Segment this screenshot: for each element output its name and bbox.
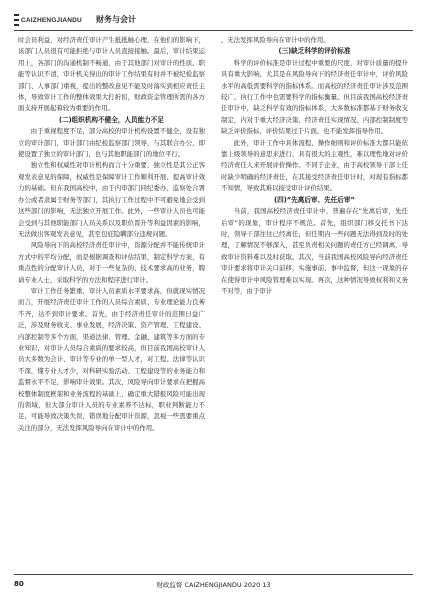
paragraph: 时会员利益，对经济责任审计产生抵抵触心理，在他们的影响下，该部门人员很有可能拒绝与审计人员直接接触。最后，审计结果运用上，各部门的沟通机制不畅通，由于其他部门对审计的性质、职能等认识不清，审计机关得出的审计工作结果有时并不被纪检监察部门、人事部门重视，提出的整改意见不能及时落实到相应责任主体，导致审计工作的整体效果大打折扣，财政资金管理所需的各方面支持开展起着较为重要的作用。 (18, 36, 205, 113)
journal-logo (14, 14, 82, 26)
logo-bars-icon (14, 14, 19, 26)
section-heading: (三)缺乏科学的评价标准 (278, 47, 351, 56)
header-divider (14, 30, 413, 31)
section-heading: (四)“先离后审、先任后审” (274, 195, 355, 204)
left-column (18, 35, 205, 568)
journal-brand: CAIZHENGJIANDU (21, 16, 82, 24)
paragraph: 审计工作任务繁重，审计人员素质水平要求高，但就现实情况而言，开展经济责任审计工作的人员综合素质、专业理论能力良莠不齐，达不到审计要求。首先，由于经济责任审计的范围日益广泛，涉及财务收支、事业发展，经济决策、资产管理、工程建设、内部控制等多个方面，渠道法律、管理、金融、建筑等多方面的专业知识，对审计人员综合素质的要求较高，但目前我国高校审计人员大多数为会计、审计等专业的单一型人才，对工程、法律等认识不深，懂专业人才少，对科研实验活动、工程建设等的业务能力和监督水平不足，影响审计效果。其次，风险导向审计要求在把握高校整体制度框架和业务流程的基础上，确定重大错报风险可能出现的领域，但大部分审计人员的专业素养不达标，职业判断能力不足，可能导致决策失误，错误地分配审计资源，忽视一些需要重点关注的部分，无法发挥风险导向在审计中的作用。 (18, 286, 205, 432)
paragraph: 独立性和权威性对审计机构而言十分重要，独立性是其公正客观发表意见的保障，权威性是保障审计工作顺利开展、提高审计效力的基础。但在我国高校中，由于内审部门同纪委办、监察处合署办公或者隶属于财务等部门，其执行工作过程中不可避免地会受到这些部门的影响，无法独立开展工作。此外，一些审计人员也可能会受到与其他职能部门人员关系以及职位晋升等利益因素的影响，无法做出客观发表意见，甚至包庇隐瞒部分违规问题。 (18, 161, 205, 238)
section-title: 财务与会计 (96, 15, 136, 24)
footer-divider (14, 574, 413, 575)
section-heading: (二)组织机构不健全，人员能力不足 (59, 115, 164, 124)
paragraph: 当前，我国高校经济责任审计中，普遍存在“先离后审，先任后审”的现象，审计程序不规范。首先，组织部门移交托书下达时，领导干部往往已经离任，但任期内一些问题无法得到及时的处理，了解情况不够深入，甚至负责相关问题的责任方已经调离，导致审计资料难以及时获取。其次，当前我国高校风险导向经济责任审计要求将审计关口前移，实施事前、事中监督，但这一现象的存在使得审计中风险管理难以实现。再次，这种情况导致权利和义务不对等，由于审计 (221, 207, 408, 295)
page-number: 80 (14, 580, 24, 588)
paragraph: ，无法发挥风险导向在审计中的作用。 (221, 36, 330, 44)
paragraph: 科学的评价标准是审计过程中重要的尺度，对审计质量的提升具有重大影响，尤其是在风险导向下的经济责任审计中，评价风险水平的高低需要科学的指标体系。而高校的经济责任审计涉及范围较广，执行工作中也需要科学的指标衡量。但目前我国高校经济责任审计中，缺乏科学有效的指标体系，大多数标准都基于财务收支制定，内对于重大经济决策、经济责任实现情况、内部控制制度等缺乏评价指标，评价结果过于片面，也不能发挥指导作用。 (221, 58, 408, 136)
paragraph: 风险导向下的高校经济责任审计中，资源分配并不能传统审计方式中的平均分配，而是根据调查和评估结果，制定科学方案，有重点性的分配审计人员，对于一些复杂的、技术要求高的业务，聘请专业人士，采取科学的方法和程序进行审计。 (18, 241, 205, 284)
right-column (221, 35, 408, 568)
paragraph: 由于重视程度不足，部分高校的审计机构设置不健全，设有独立的审计部门，审计部门由纪检监察部门领导，与其联合办公，即使设置了独立的审计部门，也与其他职能部门的地位平行。 (18, 127, 205, 159)
journal-footer: 财政监督 CAIZHENGJIANDU 2020 13 (156, 581, 271, 589)
paragraph: 此外，审计工作中具体流程、操作细则和评价标准大都只能依靠上级领导的意思来进行，具有很大的主观性，难以理性地对评价经济责任人来开展评价操作。不同于企业，由于高校领导干部上任时缺少明确的经济责任，在其接受经济责任审计时，对现有指标都不知情，导致其难以接受审计评价结果。 (221, 138, 408, 193)
